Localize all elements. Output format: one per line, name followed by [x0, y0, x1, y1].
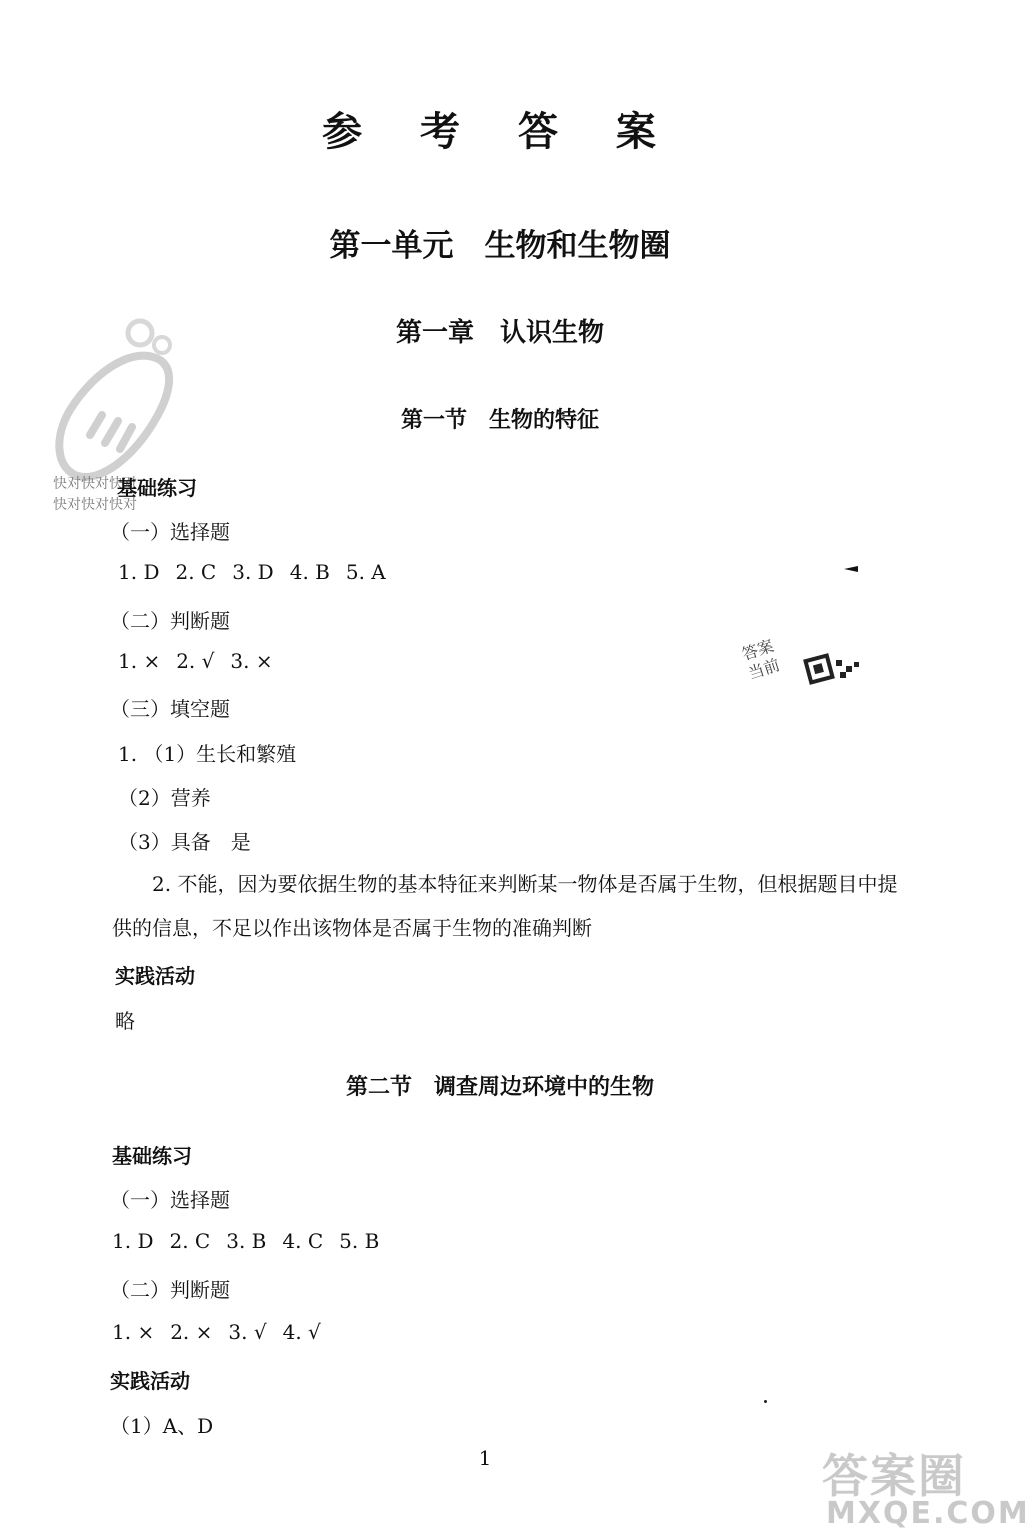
section1-fill-label: （三）填空题 — [110, 697, 230, 721]
answer-item: 4. B — [289, 560, 330, 584]
answer-item: 1. × — [112, 1320, 155, 1344]
section1-practice-answer: 略 — [115, 1009, 135, 1033]
answer-item: 3. √ — [228, 1320, 267, 1344]
section2-basic-label: 基础练习 — [112, 1144, 192, 1168]
section2-practice-answer: （1）A、D — [110, 1414, 214, 1438]
section2-choice-answers — [112, 1229, 395, 1253]
section2-choice-label: （一）选择题 — [110, 1188, 230, 1212]
answer-item: 3. D — [232, 560, 274, 584]
answer-item: 2. × — [170, 1320, 213, 1344]
section1-choice-answers — [118, 560, 402, 584]
section2-judge-answers — [112, 1320, 337, 1344]
answer-item: 3. B — [226, 1229, 267, 1253]
section1-fill-1: 1. （1）生长和繁殖 — [118, 742, 297, 766]
section1-judge-label: （二）判断题 — [110, 609, 230, 633]
answer-item: 1. D — [112, 1229, 154, 1253]
answer-item: 2. C — [175, 560, 217, 584]
answer-item: 4. C — [282, 1229, 324, 1253]
side-watermark-text — [740, 636, 783, 684]
section1-fill-2: （2）营养 — [118, 786, 211, 810]
section2-judge-label: （二）判断题 — [110, 1278, 230, 1302]
answer-item: 3. × — [230, 649, 273, 673]
qr-code-icon — [806, 652, 866, 692]
section1-judge-answers — [118, 649, 289, 673]
answer-item: 1. × — [118, 649, 161, 673]
unit-title: 第一单元 生物和生物圈 — [329, 228, 671, 264]
section1-fill-3: （3）具备 是 — [118, 830, 251, 854]
speck-mark — [764, 1400, 767, 1403]
corner-url-watermark: MXQE.COM — [826, 1496, 1030, 1531]
scan-mark-icon — [843, 565, 859, 573]
section1-q2-answer: 2. 不能，因为要依据生物的基本特征来判断某一物体是否属于生物，但根据题目中提供的信息，不足以作出该物体是否属于生物的准确判断 — [112, 872, 898, 940]
answer-item: 2. √ — [176, 649, 215, 673]
answer-item: 4. √ — [282, 1320, 321, 1344]
watermark-text-1: 快对快对快对 — [53, 476, 137, 492]
section2-practice-label: 实践活动 — [110, 1369, 190, 1393]
answer-item: 2. C — [169, 1229, 211, 1253]
section1-basic-label: 基础练习 — [117, 476, 197, 500]
section2-title: 第二节 调查周边环境中的生物 — [345, 1075, 654, 1100]
section1-practice-label: 实践活动 — [115, 964, 195, 988]
section1-choice-label: （一）选择题 — [110, 520, 230, 544]
page-number: 1 — [478, 1446, 492, 1470]
page-title: 参 考 答 案 — [322, 109, 678, 155]
answer-item: 5. B — [339, 1229, 380, 1253]
side-watermark-line2: 当前 — [745, 655, 783, 684]
side-watermark-line1: 答案 — [739, 636, 776, 664]
answer-item: 1. D — [118, 560, 160, 584]
chapter-title: 第一章 认识生物 — [395, 318, 604, 348]
section1-title: 第一节 生物的特征 — [400, 408, 599, 433]
corner-brand-watermark: 答案圈 — [822, 1449, 966, 1503]
watermark-text-2: 快对快对快对 — [53, 497, 137, 513]
answer-item: 5. A — [345, 560, 386, 584]
